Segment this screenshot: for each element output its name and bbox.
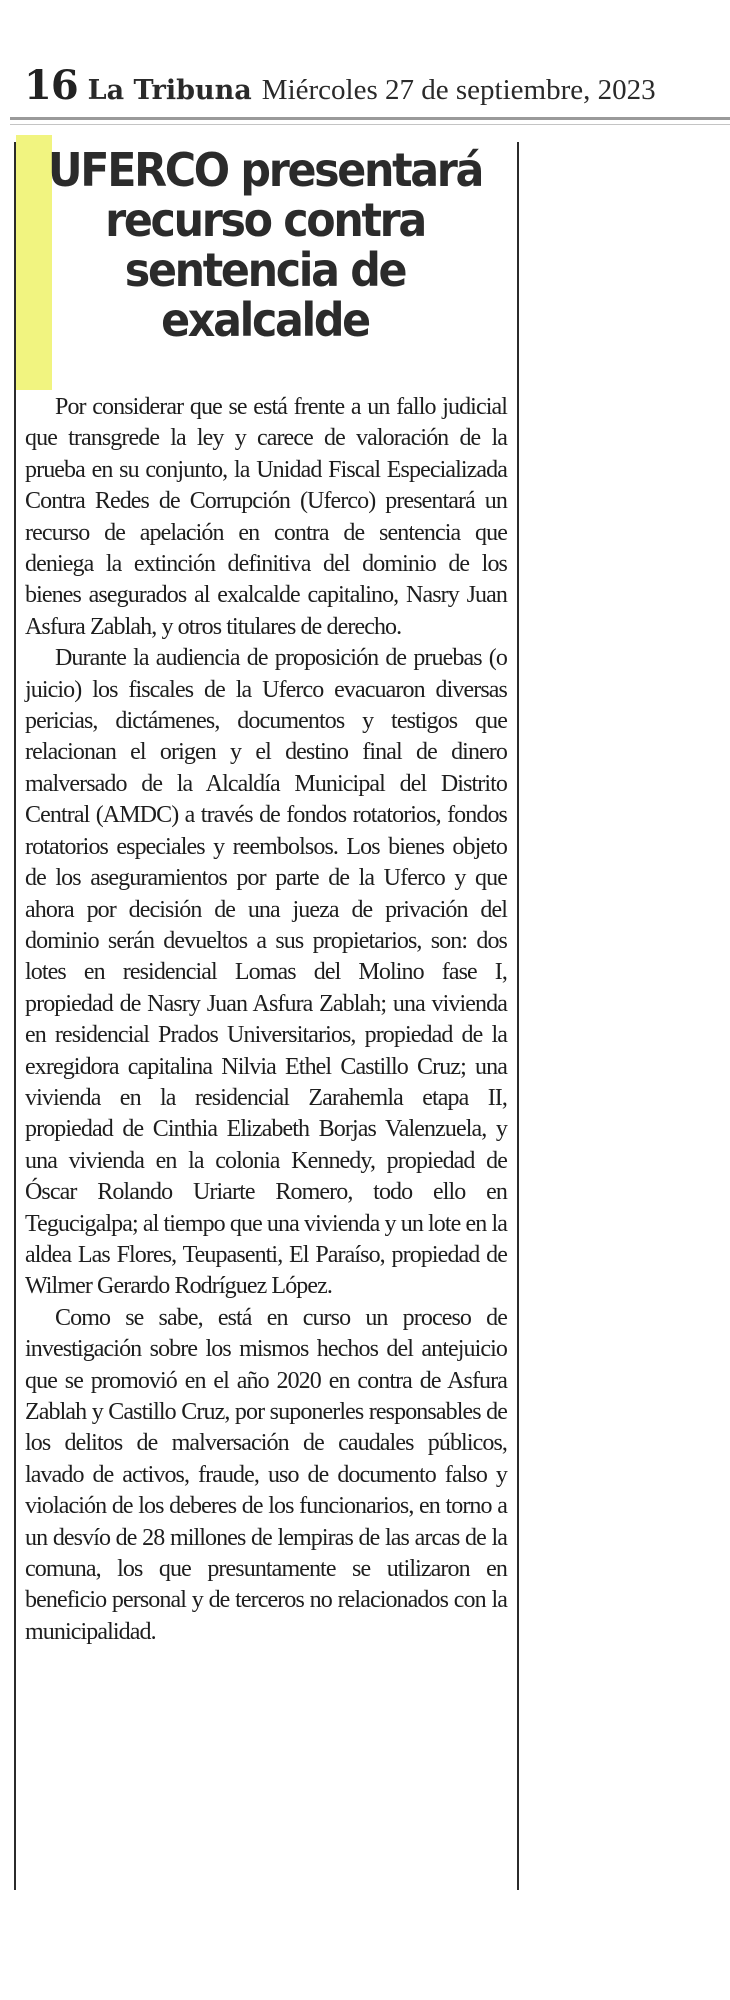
newspaper-name: La Tribuna bbox=[87, 75, 252, 106]
article-paragraph: Como se sabe, está en curso un proceso de investigación sobre los mismos hechos del antejuicio que se promovió en el año 2020 en contra de Asfura Zablah y Castillo Cruz, por suponerles responsables de los delitos de malversación de caudales públicos, lavado de activos, fraude, uso de documento falso y violación de los deberes de los funcionarios, en torno a un desvío de 28 millones de lempiras de las arcas de la comuna, los que presuntamente se utilizaron en beneficio personal y de terceros no relacionados con la municipalidad. bbox=[25, 1304, 507, 1645]
article-paragraph: Durante la audiencia de proposición de pruebas (o juicio) los fiscales de la Uferco evacuaron diversas pericias, dictámenes, documentos y testigos que relacionan el origen y el destino final de dinero malversado de la Alcaldía Municipal del Distrito Central (AMDC) a través de fondos rotatorios, fondos rotatorios especiales y reembolsos. Los bienes objeto de los aseguramientos por parte de la Uferco y que ahora por decisión de una jueza de privación del dominio serán devueltos a sus propietarios, son: dos lotes en residencial Lomas del Molino fase I, propiedad de Nasry Juan Asfura Zablah; una vivienda en residencial Prados Universitarios, propiedad de la exregidora capitalina Nilvia Ethel Castillo Cruz; una vivienda en la residencial Zarahemla etapa II, propiedad de Cinthia Elizabeth Borjas Valenzuela, y una vivienda en la colonia Kennedy, propiedad de Óscar Rolando Uriarte Romero, todo ello en Tegucigalpa; al tiempo que una vivienda y un lote en la aldea Las Flores, Teupasenti, El Paraíso, propiedad de Wilmer Gerardo Rodríguez López. bbox=[25, 645, 507, 1300]
issue-date: Miércoles 27 de septiembre, 2023 bbox=[261, 74, 656, 106]
column-rule-right bbox=[517, 142, 519, 1890]
page-header bbox=[24, 62, 656, 109]
column-rule-left bbox=[14, 142, 16, 1890]
article-headline: UFERCO presentará recurso contra sentencia de exalcalde bbox=[47, 143, 483, 347]
article-body bbox=[25, 392, 507, 1648]
article-paragraph: Por considerar que se está frente a un fallo judicial que transgrede la ley y carece de valoración de la prueba en su conjunto, la Unidad Fiscal Especializada Contra Redes de Corrupción (Uferco) presentará un recurso de apelación en contra de sentencia que deniega la extinción definitiva del dominio de los bienes asegurados al exalcalde capitalino, Nasry Juan Asfura Zablah, y otros titulares de derecho. bbox=[25, 394, 507, 640]
header-divider-thin bbox=[10, 124, 730, 125]
header-divider bbox=[10, 117, 730, 120]
page-number: 16 bbox=[24, 62, 78, 109]
